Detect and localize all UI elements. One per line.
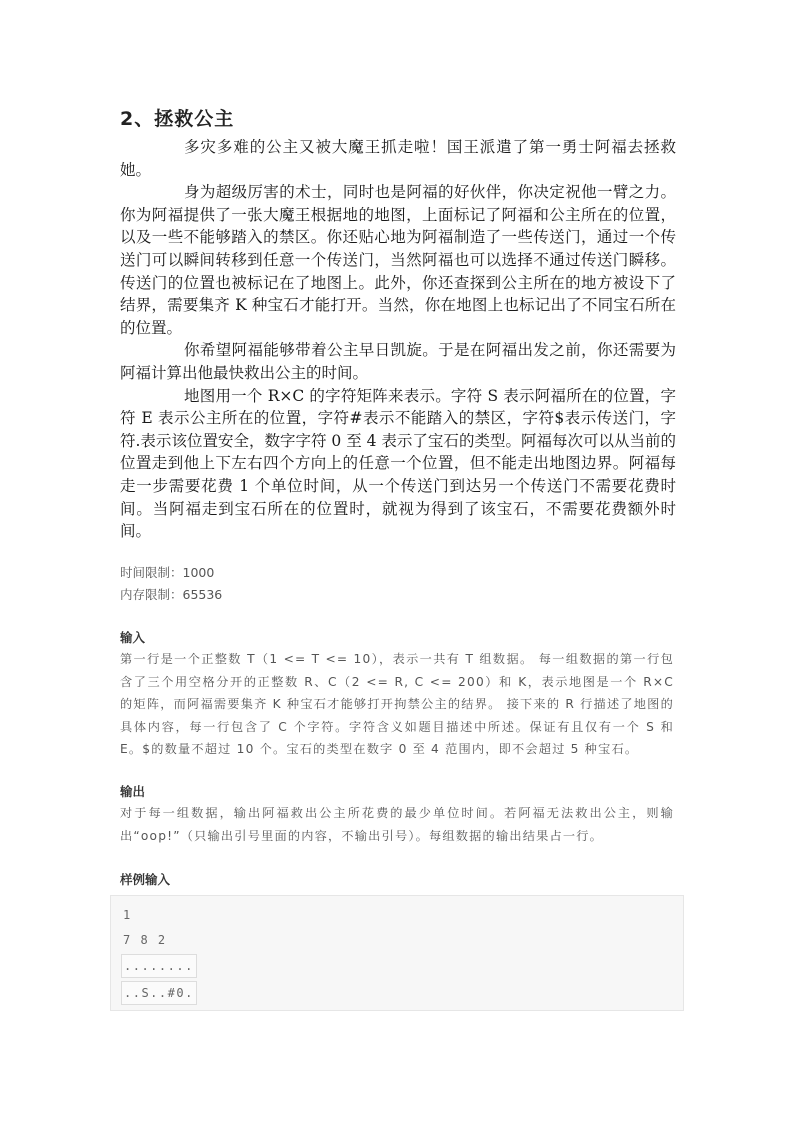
sample-input-line: ..S..#0. <box>121 981 197 1005</box>
time-limit: 时间限制：1000 <box>120 565 215 580</box>
problem-description <box>120 136 676 543</box>
sample-input-heading: 样例输入 <box>120 872 171 887</box>
problem-title: 2、拯救公主 <box>120 108 235 130</box>
sample-input-line: ........ <box>121 954 197 978</box>
sample-input-box <box>110 895 684 1011</box>
limits-block <box>120 562 222 606</box>
input-heading: 输入 <box>120 630 146 645</box>
description-paragraph: 多灾多难的公主又被大魔王抓走啦！国王派遣了第一勇士阿福去拯救她。 <box>120 138 676 179</box>
sample-input-line: 1 <box>123 908 132 922</box>
description-paragraph: 你希望阿福能够带着公主早日凯旋。于是在阿福出发之前，你还需要为阿福计算出他最快救出公主的时间。 <box>120 341 676 382</box>
sample-input-line: 7 8 2 <box>123 933 167 947</box>
input-description: 第一行是一个正整数 T（1 <= T <= 10），表示一共有 T 组数据。 每一组数据的第一行包含了三个用空格分开的正整数 R、C（2 <= R, C <= 200）和 K，表示地图是一个 R×C 的矩阵，而阿福需要集齐 K 种宝石才能够打开拘禁公主的结界。 接下来的 R 行描述了地图的具体内容，每一行包含了 C 个字符。字符含义如题目描述中所述。保证有且仅有一个 S 和 E。$的数量不超过 10 个。宝石的类型在数字 0 至 4 范围内，即不会超过 5 种宝石。 <box>120 652 674 757</box>
memory-limit: 内存限制：65536 <box>120 587 223 602</box>
output-heading: 输出 <box>120 784 146 799</box>
description-paragraph: 地图用一个 R×C 的字符矩阵来表示。字符 S 表示阿福所在的位置，字符 E 表示公主所在的位置，字符#表示不能踏入的禁区，字符$表示传送门，字符.表示该位置安全，数字字符 0 至 4 表示了宝石的类型。阿福每次可以从当前的位置走到他上下左右四个方向上的任意一个位置，但不能走出地图边界。阿福每走一步需要花费 1 个单位时间，从一个传送门到达另一个传送门不需要花费时间。当阿福走到宝石所在的位置时，就视为得到了该宝石，不需要花费额外时间。 <box>120 386 676 541</box>
output-description: 对于每一组数据，输出阿福救出公主所花费的最少单位时间。若阿福无法救出公主，则输出“oop!”（只输出引号里面的内容，不输出引号）。每组数据的输出结果占一行。 <box>120 806 674 843</box>
description-paragraph: 身为超级厉害的术士，同时也是阿福的好伙伴，你决定祝他一臂之力。你为阿福提供了一张大魔王根据地的地图，上面标记了阿福和公主所在的位置，以及一些不能够踏入的禁区。你还贴心地为阿福制造了一些传送门，通过一个传送门可以瞬间转移到任意一个传送门，当然阿福也可以选择不通过传送门瞬移。传送门的位置也被标记在了地图上。此外，你还查探到公主所在的地方被设下了结界，需要集齐 K 种宝石才能打开。当然，你在地图上也标记出了不同宝石所在的位置。 <box>120 183 676 337</box>
